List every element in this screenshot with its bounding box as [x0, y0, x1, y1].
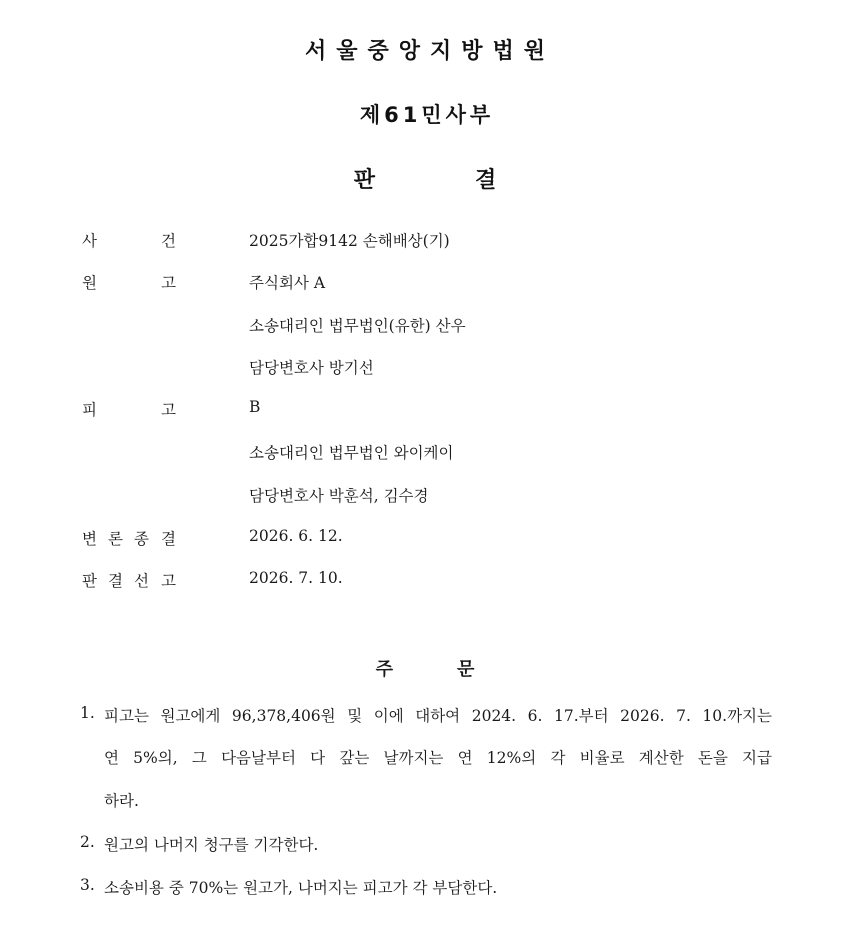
order-item-text-line: 피고는 원고에게 96,378,406원 및 이에 대하여 2024. 6. 17.부터 2026. 7. 10.까지는: [104, 707, 772, 725]
verdict-row: [0, 569, 850, 593]
document-type-char-1: 판: [353, 168, 375, 193]
defendant-name: B: [249, 398, 261, 416]
closing-label: 변 론 종 결: [82, 530, 176, 548]
case-row: [0, 229, 850, 253]
defendant-attorney-row: [0, 484, 850, 508]
plaintiff-counsel: 소송대리인 법무법인(유한) 산우: [249, 317, 466, 335]
order-item-number: 3.: [80, 876, 95, 894]
closing-date: 2026. 6. 12.: [249, 527, 343, 545]
defendant-label: 피 고: [82, 401, 176, 419]
defendant-counsel: 소송대리인 법무법인 와이케이: [249, 444, 454, 462]
plaintiff-row: [0, 271, 850, 295]
plaintiff-attorney-row: [0, 356, 850, 380]
defendant-attorney: 담당변호사 박훈석, 김수경: [249, 487, 429, 505]
order-item-number: 2.: [80, 833, 95, 851]
court-name: 서울중앙지방법원: [304, 39, 556, 64]
plaintiff-name: 주식회사 A: [249, 274, 326, 292]
plaintiff-attorney: 담당변호사 방기선: [249, 359, 374, 377]
verdict-label: 판 결 선 고: [82, 572, 176, 590]
plaintiff-counsel-row: [0, 314, 850, 338]
verdict-date: 2026. 7. 10.: [249, 569, 343, 587]
order-item-number: 1.: [80, 704, 95, 722]
order-item-text-line: 원고의 나머지 청구를 기각한다.: [104, 836, 319, 854]
defendant-counsel-row: [0, 441, 850, 465]
order-heading: 주 문: [375, 659, 475, 680]
order-item-text-line: 연 5%의, 그 다음날부터 다 갚는 날까지는 연 12%의 각 비율로 계산한 돈을 지급: [104, 749, 772, 767]
defendant-row: [0, 398, 850, 422]
closing-row: [0, 527, 850, 551]
order-item-text-line: 하라.: [104, 792, 139, 810]
order-item-text-line: 소송비용 중 70%는 원고가, 나머지는 피고가 각 부담한다.: [104, 879, 498, 897]
plaintiff-label: 원 고: [82, 274, 176, 292]
case-number: 2025가합9142 손해배상(기): [249, 232, 450, 250]
document-type-char-2: 결: [475, 168, 497, 193]
document-type: [0, 163, 850, 194]
division-name: 제61민사부: [359, 103, 495, 127]
case-label: 사 건: [82, 232, 176, 250]
